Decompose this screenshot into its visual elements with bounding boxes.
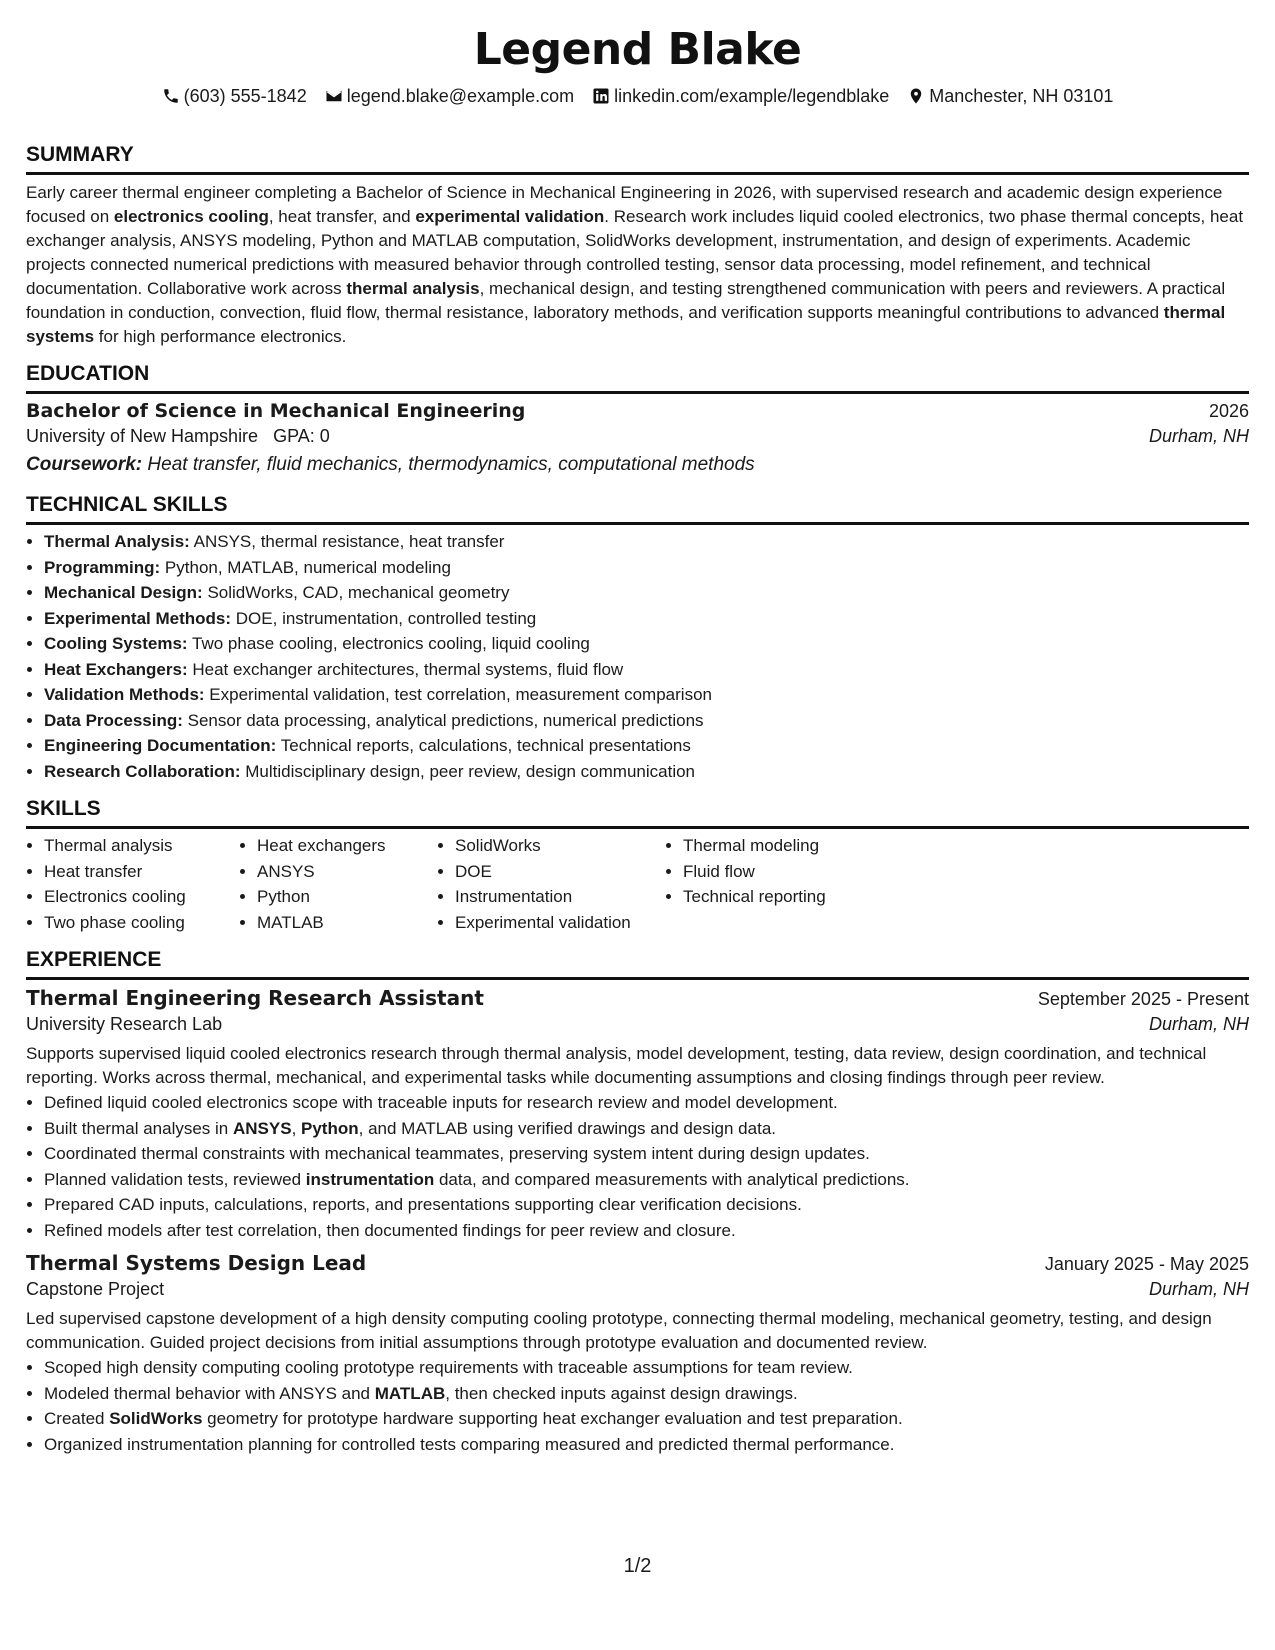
contact-bar bbox=[26, 84, 1249, 108]
summary-heading: SUMMARY bbox=[26, 142, 1249, 175]
list-item: • Thermal Analysis: ANSYS, thermal resistance, heat transfer bbox=[44, 529, 1249, 555]
experience-section bbox=[26, 947, 1249, 1457]
list-item: • DOE bbox=[455, 859, 665, 885]
list-item: • Programming: Python, MATLAB, numerical modeling bbox=[44, 555, 1249, 581]
page-number: 1/2 bbox=[623, 1555, 652, 1577]
job-org: University Research Lab bbox=[26, 1014, 223, 1034]
contact-email[interactable] bbox=[325, 84, 574, 108]
job-title: Thermal Engineering Research Assistant bbox=[26, 986, 484, 1010]
job-dates: September 2025 - Present bbox=[1037, 989, 1249, 1009]
list-item: • SolidWorks bbox=[455, 833, 665, 859]
coursework-line bbox=[26, 450, 1249, 480]
list-item: • Thermal modeling bbox=[683, 833, 903, 859]
degree-row bbox=[26, 400, 1249, 422]
list-item: • Mechanical Design: SolidWorks, CAD, mechanical geometry bbox=[44, 580, 1249, 606]
linkedin-text: linkedin.com/example/legendblake bbox=[614, 86, 890, 106]
summary-section bbox=[26, 142, 1249, 349]
envelope-icon bbox=[325, 87, 343, 105]
list-item: • Heat exchangers bbox=[257, 833, 437, 859]
job-location: Durham, NH bbox=[1148, 1014, 1249, 1034]
list-item: • Engineering Documentation: Technical reports, calculations, technical presentations bbox=[44, 733, 1249, 759]
skills-grid bbox=[26, 833, 1249, 935]
list-item: • Defined liquid cooled electronics scope with traceable inputs for research review and model development. bbox=[44, 1090, 1249, 1116]
degree-year: 2026 bbox=[1208, 401, 1249, 421]
job-summary: Supports supervised liquid cooled electronics research through thermal analysis, model development, testing, data review, design coordination, and technical reporting. Works across thermal, mechanical, and experimental tasks while documenting assumptions and closing findings through peer review. bbox=[26, 1044, 1207, 1087]
coursework-label: Coursework: bbox=[26, 454, 143, 475]
education-section bbox=[26, 361, 1249, 480]
list-item: • ANSYS bbox=[257, 859, 437, 885]
gpa: GPA: 0 bbox=[273, 426, 330, 446]
skills-column-2 bbox=[239, 833, 437, 935]
list-item: • Created SolidWorks geometry for prototype hardware supporting heat exchanger evaluation and test preparation. bbox=[44, 1406, 1249, 1432]
list-item: • Heat Exchangers: Heat exchanger architectures, thermal systems, fluid flow bbox=[44, 657, 1249, 683]
list-item: • Data Processing: Sensor data processing, analytical predictions, numerical predictions bbox=[44, 708, 1249, 734]
job-location: Durham, NH bbox=[1148, 1279, 1249, 1299]
skills-heading: SKILLS bbox=[26, 796, 1249, 829]
skills-section bbox=[26, 796, 1249, 935]
job-summary: Led supervised capstone development of a high density computing cooling prototype, connecting thermal modeling, mechanical geometry, testing, and design communication. Guided project decisions from initial assumptions through prototype evaluation and documented review. bbox=[26, 1309, 1212, 1352]
list-item: • Electronics cooling bbox=[44, 884, 239, 910]
candidate-name: Legend Blake bbox=[473, 24, 802, 75]
list-item: • Fluid flow bbox=[683, 859, 903, 885]
school-info bbox=[26, 422, 330, 450]
list-item: • Organized instrumentation planning for controlled tests comparing measured and predicted thermal performance. bbox=[44, 1432, 1249, 1458]
phone-icon bbox=[162, 87, 180, 105]
job-title-row bbox=[26, 1251, 1249, 1275]
job-bullets bbox=[26, 1355, 1249, 1457]
list-item: • Instrumentation bbox=[455, 884, 665, 910]
skills-column-4 bbox=[665, 833, 903, 935]
job-entry bbox=[26, 1251, 1249, 1457]
list-item: • Thermal analysis bbox=[44, 833, 239, 859]
list-item: • Planned validation tests, reviewed instrumentation data, and compared measurements with analytical predictions. bbox=[44, 1167, 1249, 1193]
list-item: • Refined models after test correlation, then documented findings for peer review and closure. bbox=[44, 1218, 1249, 1244]
list-item: • Coordinated thermal constraints with mechanical teammates, preserving system intent during design updates. bbox=[44, 1141, 1249, 1167]
list-item: • Python bbox=[257, 884, 437, 910]
list-item: • Scoped high density computing cooling prototype requirements with traceable assumptions for team review. bbox=[44, 1355, 1249, 1381]
contact-location bbox=[907, 84, 1113, 108]
linkedin-icon bbox=[592, 87, 610, 105]
list-item: • Experimental Methods: DOE, instrumentation, controlled testing bbox=[44, 606, 1249, 632]
contact-phone[interactable] bbox=[162, 84, 307, 108]
job-bullets bbox=[26, 1090, 1249, 1243]
school-location: Durham, NH bbox=[1148, 426, 1249, 446]
contact-linkedin[interactable] bbox=[592, 84, 889, 108]
list-item: • Cooling Systems: Two phase cooling, electronics cooling, liquid cooling bbox=[44, 631, 1249, 657]
job-org-row bbox=[26, 1010, 1249, 1038]
job-org-row bbox=[26, 1275, 1249, 1303]
location-text: Manchester, NH 03101 bbox=[929, 86, 1114, 106]
summary-text: Early career thermal engineer completing a Bachelor of Science in Mechanical Engineering in 2026, with supervised research and academic design experience focused on electronics cooling, heat transfer, and experimental validation. Research work includes liquid cooled electronics, two phase thermal concepts, heat exchanger analysis, ANSYS modeling, Python and MATLAB computation, SolidWorks development, instrumentation, and design of experiments. Academic projects connected numerical predictions with measured behavior through controlled testing, sensor data processing, model refinement, and technical documentation. Collaborative work across thermal analysis, mechanical design, and testing strengthened communication with peers and reviewers. A practical foundation in conduction, convection, fluid flow, thermal resistance, laboratory methods, and verification supports meaningful contributions to advanced thermal systems for high performance electronics. bbox=[26, 183, 1244, 346]
list-item: • Built thermal analyses in ANSYS, Python, and MATLAB using verified drawings and design data. bbox=[44, 1116, 1249, 1142]
school-name: University of New Hampshire bbox=[26, 426, 259, 446]
list-item: • MATLAB bbox=[257, 910, 437, 936]
technical-skills-list bbox=[26, 529, 1249, 784]
list-item: • Research Collaboration: Multidisciplinary design, peer review, design communication bbox=[44, 759, 1249, 785]
skills-column-1 bbox=[26, 833, 239, 935]
list-item: • Heat transfer bbox=[44, 859, 239, 885]
job-org: Capstone Project bbox=[26, 1279, 165, 1299]
list-item: • Experimental validation bbox=[455, 910, 665, 936]
list-item: • Two phase cooling bbox=[44, 910, 239, 936]
phone-text: (603) 555-1842 bbox=[183, 86, 307, 106]
job-title: Thermal Systems Design Lead bbox=[26, 1251, 367, 1275]
skills-column-3 bbox=[437, 833, 665, 935]
map-pin-icon bbox=[907, 87, 925, 105]
experience-heading: EXPERIENCE bbox=[26, 947, 1249, 980]
technical-skills-heading: TECHNICAL SKILLS bbox=[26, 492, 1249, 525]
email-text: legend.blake@example.com bbox=[346, 86, 575, 106]
list-item: • Modeled thermal behavior with ANSYS and MATLAB, then checked inputs against design drawings. bbox=[44, 1381, 1249, 1407]
coursework-text: Heat transfer, fluid mechanics, thermodynamics, computational methods bbox=[147, 454, 755, 475]
job-dates: January 2025 - May 2025 bbox=[1044, 1254, 1249, 1274]
degree-title: Bachelor of Science in Mechanical Engineering bbox=[26, 400, 526, 422]
education-heading: EDUCATION bbox=[26, 361, 1249, 394]
technical-skills-section bbox=[26, 492, 1249, 784]
job-entry bbox=[26, 986, 1249, 1243]
list-item: • Prepared CAD inputs, calculations, reports, and presentations supporting clear verification decisions. bbox=[44, 1192, 1249, 1218]
list-item: • Validation Methods: Experimental validation, test correlation, measurement comparison bbox=[44, 682, 1249, 708]
school-row bbox=[26, 422, 1249, 450]
job-title-row bbox=[26, 986, 1249, 1010]
list-item: • Technical reporting bbox=[683, 884, 903, 910]
